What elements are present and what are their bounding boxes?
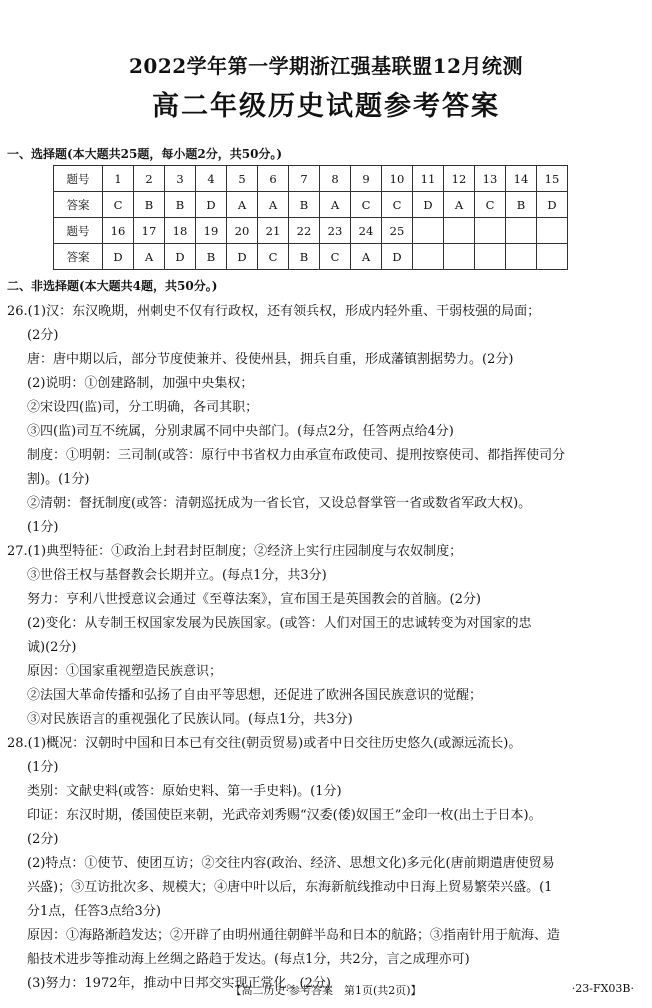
answer-line: 唐：唐中期以后，部分节度使兼并、役使州县，拥兵自重，形成藩镇割据势力。(2分)	[27, 352, 514, 367]
answer-table-row	[54, 192, 568, 218]
answer-line: (1分)	[27, 520, 59, 535]
answer-table-cell: C	[258, 244, 289, 270]
answer-table-cell	[475, 244, 506, 270]
answer-line: 兴盛)；③互访批次多、规模大；④唐中叶以后，东海新航线推动中日海上贸易繁荣兴盛。(1	[27, 880, 553, 895]
answer-table-row	[54, 244, 568, 270]
answer-line: ③四(监)司互不统属，分别隶属不同中央部门。(每点2分，任答两点给4分)	[27, 424, 454, 439]
section-1-heading: 一、选择题(本大题共25题，每小题2分，共50分。)	[7, 147, 283, 161]
answer-line: ②法国大革命传播和弘扬了自由平等思想，还促进了欧洲各国民族意识的觉醒；	[27, 688, 483, 703]
answer-table-cell: B	[506, 192, 537, 218]
answer-table-cell: A	[258, 192, 289, 218]
answer-table-header-cell: 答案	[54, 244, 103, 270]
answer-line: (2)说明：①创建路制，加强中央集权；	[27, 376, 254, 391]
answer-table-cell: 13	[475, 166, 506, 192]
answer-table-cell: C	[320, 244, 351, 270]
answer-table-cell	[475, 218, 506, 244]
answer-table-cell	[444, 218, 475, 244]
answer-table-cell: B	[289, 192, 320, 218]
footer-code: ·23-FX03B·	[571, 982, 634, 995]
answer-line: 原因：①国家重视塑造民族意识；	[27, 664, 223, 679]
answer-table-cell: 2	[134, 166, 165, 192]
exam-title: 2022学年第一学期浙江强基联盟12月统测	[129, 54, 523, 78]
answer-table-cell: 11	[413, 166, 444, 192]
answer-table-cell: A	[351, 244, 382, 270]
answer-table-header-cell: 题号	[54, 166, 103, 192]
answer-table-cell: A	[134, 244, 165, 270]
answer-table-cell: D	[196, 192, 227, 218]
answer-table-cell: B	[196, 244, 227, 270]
answer-table-cell	[444, 244, 475, 270]
answer-line: (2分)	[27, 832, 59, 847]
answer-table-cell: C	[382, 192, 413, 218]
answer-table-cell	[413, 218, 444, 244]
answer-line: 27.(1)典型特征：①政治上封君封臣制度；②经济上实行庄园制度与农奴制度；	[7, 544, 463, 559]
section-2-heading: 二、非选择题(本大题共4题，共50分。)	[7, 279, 218, 293]
answer-table	[53, 165, 568, 270]
answer-table-cell: 7	[289, 166, 320, 192]
answer-table-cell: D	[537, 192, 568, 218]
answer-table-cell: 16	[103, 218, 134, 244]
answer-table-cell: D	[382, 244, 413, 270]
answer-table-cell: 22	[289, 218, 320, 244]
answer-line: 印证：东汉时期，倭国使臣来朝，光武帝刘秀赐“汉委(倭)奴国王”金印一枚(出土于日本)。	[27, 808, 542, 823]
answer-table-cell: 10	[382, 166, 413, 192]
answer-line: 努力：亨利八世授意议会通过《至尊法案》，宣布国王是英国教会的首脑。(2分)	[27, 592, 481, 607]
answer-table-cell: 18	[165, 218, 196, 244]
answer-line: (2)特点：①使节、使团互访；②交往内容(政治、经济、思想文化)多元化(唐前期遣唐使贸易	[27, 856, 555, 871]
answer-line: 26.(1)汉：东汉晚期，州刺史不仅有行政权，还有领兵权，形成内轻外重、干弱枝强的局面；	[7, 304, 541, 319]
answer-line: ③世俗王权与基督教会长期并立。(每点1分，共3分)	[27, 568, 327, 583]
answer-table-cell	[506, 244, 537, 270]
answer-table-cell: 24	[351, 218, 382, 244]
footer-page-label: 【高二历史·参考答案 第1页(共2页)】	[230, 984, 422, 997]
answer-line: ②清朝：督抚制度(或答：清朝巡抚成为一省长官，又设总督掌管一省或数省军政大权)。	[27, 496, 532, 511]
answer-line: ②宋设四(监)司，分工明确，各司其职；	[27, 400, 259, 415]
answer-table-header-cell: 答案	[54, 192, 103, 218]
answer-table-cell: 4	[196, 166, 227, 192]
answer-table-cell: B	[165, 192, 196, 218]
answer-line: 诚)(2分)	[27, 640, 77, 655]
answer-line: 割)。(1分)	[27, 472, 90, 487]
answer-table-cell	[537, 244, 568, 270]
answer-line: 类别：文献史料(或答：原始史料、第一手史料)。(1分)	[27, 784, 342, 799]
answer-line: 分1点，任答3点给3分)	[27, 904, 161, 919]
answer-table-cell: A	[444, 192, 475, 218]
answer-table-cell: A	[227, 192, 258, 218]
answer-key-title: 高二年级历史试题参考答案	[152, 91, 500, 122]
answer-body	[7, 300, 649, 996]
answer-table-cell: 21	[258, 218, 289, 244]
answer-table-cell: D	[165, 244, 196, 270]
answer-line: (2)变化：从专制王权国家发展为民族国家。(或答：人们对国王的忠诚转变为对国家的忠	[27, 616, 532, 631]
answer-table-cell: C	[351, 192, 382, 218]
answer-table-cell: 23	[320, 218, 351, 244]
answer-table-cell: 14	[506, 166, 537, 192]
answer-table-cell	[506, 218, 537, 244]
answer-line: 原因：①海路渐趋发达；②开辟了由明州通往朝鲜半岛和日本的航路；③指南针用于航海、造	[27, 928, 561, 943]
answer-table-cell: 9	[351, 166, 382, 192]
answer-table-row	[54, 166, 568, 192]
answer-table-cell: 1	[103, 166, 134, 192]
answer-line: 船技术进步等推动海上丝绸之路趋于发达。(每点1分，共2分，言之成理亦可)	[27, 952, 470, 967]
answer-table-cell: 17	[134, 218, 165, 244]
answer-table-cell: 15	[537, 166, 568, 192]
answer-line: ③对民族语言的重视强化了民族认同。(每点1分，共3分)	[27, 712, 353, 727]
answer-table-cell: 12	[444, 166, 475, 192]
answer-table-cell	[413, 244, 444, 270]
answer-line: (2分)	[27, 328, 59, 343]
answer-table-cell: 3	[165, 166, 196, 192]
answer-table-cell: B	[134, 192, 165, 218]
answer-table-cell: 20	[227, 218, 258, 244]
answer-table-row	[54, 218, 568, 244]
answer-table-cell: 6	[258, 166, 289, 192]
answer-line: (3)努力：1972年，推动中日邦交实现正常化。(2分)	[27, 976, 331, 991]
answer-table-cell	[537, 218, 568, 244]
answer-table-cell: D	[103, 244, 134, 270]
answer-table-cell: D	[413, 192, 444, 218]
answer-table-header-cell: 题号	[54, 218, 103, 244]
answer-table-cell: 19	[196, 218, 227, 244]
answer-table-cell: 8	[320, 166, 351, 192]
answer-table-cell: B	[289, 244, 320, 270]
answer-table-cell: D	[227, 244, 258, 270]
answer-table-cell: C	[103, 192, 134, 218]
answer-table-cell: 5	[227, 166, 258, 192]
answer-line: 28.(1)概况：汉朝时中国和日本已有交往(朝贡贸易)或者中日交往历史悠久(或源远流长)。	[7, 736, 522, 751]
answer-table-cell: 25	[382, 218, 413, 244]
answer-line: 制度：①明朝：三司制(或答：原行中书省权力由承宣布政使司、提刑按察使司、都指挥使司分	[27, 448, 566, 463]
answer-line: (1分)	[27, 760, 59, 775]
answer-table-cell: A	[320, 192, 351, 218]
answer-table-cell: C	[475, 192, 506, 218]
